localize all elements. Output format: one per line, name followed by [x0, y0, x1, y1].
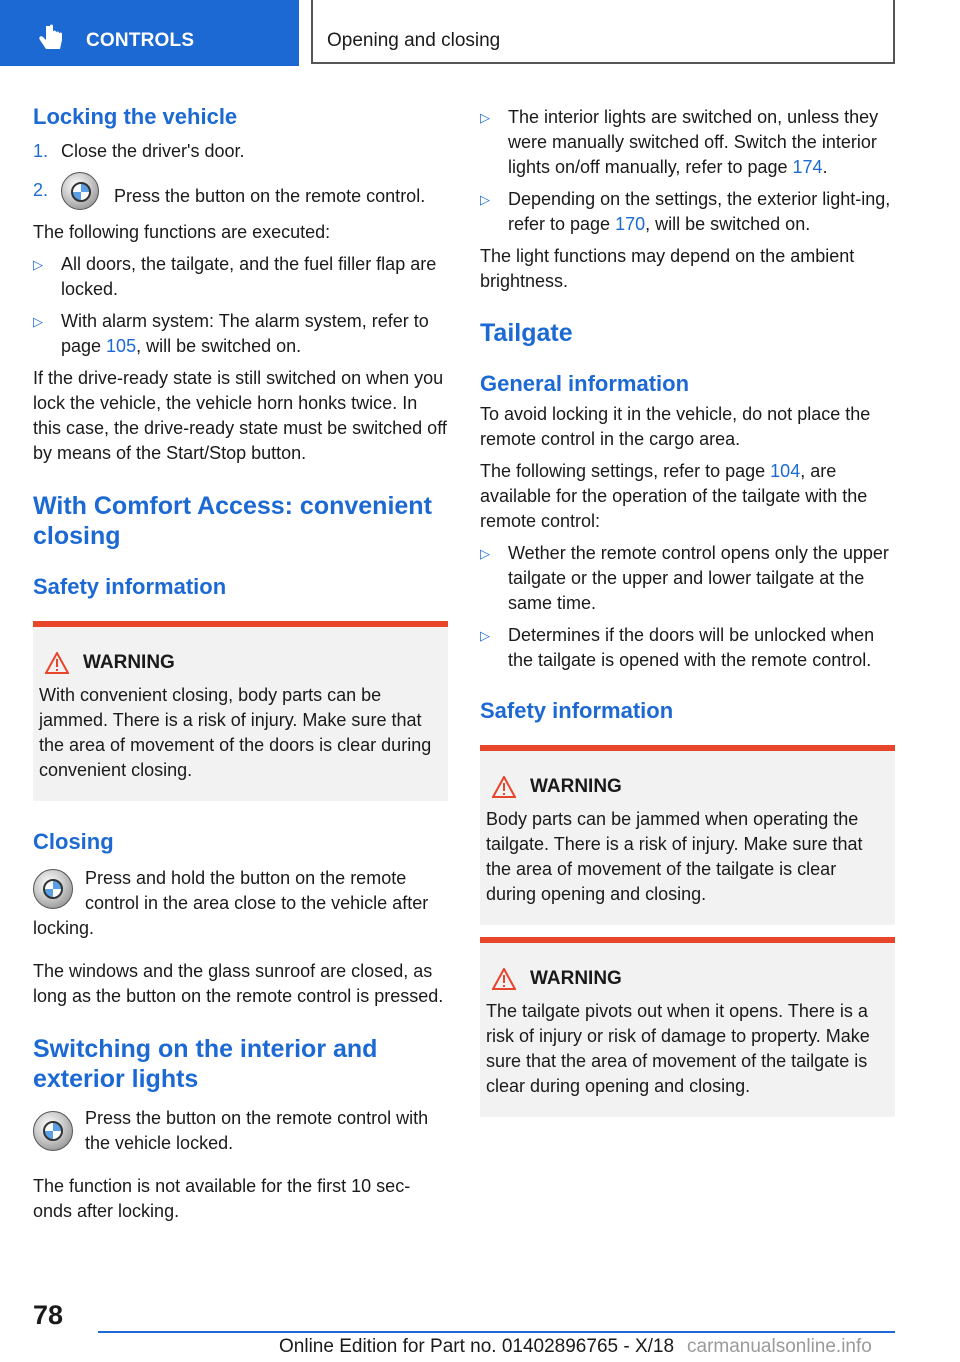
- page-header: [0, 0, 960, 66]
- watermark: carmanualsonline.info: [687, 1336, 872, 1357]
- bmw-remote-button-icon: [33, 1111, 73, 1151]
- warning-box-pivots: [480, 937, 895, 1117]
- warning-triangle-icon: [45, 652, 69, 674]
- list-item-text: Depending on the settings, the exterior light-ing, refer to page: [508, 189, 891, 234]
- functions-list: [33, 252, 449, 359]
- left-column: [33, 100, 449, 1224]
- list-item-text-end: .: [822, 157, 828, 177]
- functions-intro: The following functions are executed:: [33, 222, 331, 242]
- step-text: Close the driver's door.: [61, 141, 245, 161]
- page-link-174[interactable]: 174: [792, 157, 823, 177]
- tailgate-title: Tailgate: [480, 319, 573, 347]
- warning-text: The tailgate pivots out when it opens. There is a risk of injury or risk of damage to property. Make sure that the area of movement of the tailgate is clear during opening and closing.: [486, 1001, 870, 1096]
- ambient-note: The light functions may depend on the ambient brightness.: [480, 246, 855, 291]
- locking-title: Locking the vehicle: [33, 104, 238, 129]
- triangle-bullet-icon: ▷: [480, 192, 490, 207]
- bmw-remote-button-icon: [61, 172, 99, 210]
- closing-title: Closing: [33, 829, 114, 854]
- list-item-text-end: , will be switched on.: [645, 214, 811, 234]
- footer-divider: [98, 1331, 895, 1333]
- page-link-104[interactable]: 104: [770, 461, 801, 481]
- list-item-text: With alarm system: The alarm system, refer to page: [61, 311, 429, 356]
- settings-text-end: , are available for the operation of the tailgate with the remote control:: [480, 461, 868, 531]
- list-item-text-end: , will be switched on.: [136, 336, 302, 356]
- triangle-bullet-icon: ▷: [33, 257, 43, 272]
- warning-header: [492, 967, 887, 991]
- warning-header: [492, 775, 887, 799]
- warning-triangle-icon: [492, 968, 516, 990]
- chapter-tab-label: Opening and closing: [327, 30, 501, 51]
- list-item-text: All doors, the tailgate, and the fuel filler flap are locked.: [61, 254, 437, 299]
- warning-label: WARNING: [530, 776, 622, 797]
- hand-pointer-icon: [36, 24, 66, 54]
- settings-text: [480, 459, 896, 534]
- settings-list: [480, 541, 896, 673]
- closing-block: [33, 866, 449, 941]
- general-text: To avoid locking it in the vehicle, do not place the remote control in the cargo area.: [480, 404, 871, 449]
- chapter-tab[interactable]: [311, 0, 895, 64]
- safety-title-right: Safety information: [480, 698, 674, 723]
- bmw-remote-button-icon: [33, 869, 73, 909]
- triangle-bullet-icon: ▷: [480, 628, 490, 643]
- warning-triangle-icon: [492, 776, 516, 798]
- list-item: [33, 178, 449, 216]
- edition-text: Online Edition for Part no. 01402896765 - X/18: [279, 1336, 675, 1357]
- step-number: 2.: [33, 180, 49, 200]
- general-info-title: General information: [480, 371, 690, 396]
- function-note: The function is not available for the first 10 sec-onds after locking.: [33, 1176, 411, 1221]
- page-link-170[interactable]: 170: [615, 214, 646, 234]
- list-item: [33, 252, 449, 302]
- list-item: [480, 187, 896, 237]
- page-link-105[interactable]: 105: [106, 336, 137, 356]
- lights-list: [480, 105, 896, 237]
- warning-box-jammed: [480, 745, 895, 925]
- step-number: 1.: [33, 141, 49, 161]
- list-item-text: Wether the remote control opens only the upper tailgate or the upper and lower tailgate at the same time.: [508, 543, 889, 613]
- list-item: [480, 623, 896, 673]
- triangle-bullet-icon: ▷: [33, 314, 43, 329]
- closing-text: Press and hold the button on the remote control in the area close to the vehicle after locking.: [33, 868, 429, 938]
- list-item-text: The interior lights are switched on, unless they were manually switched off. Switch the interior lights on/off manually, refer to page: [508, 107, 879, 177]
- settings-text-start: The following settings, refer to page: [480, 461, 771, 481]
- triangle-bullet-icon: ▷: [480, 110, 490, 125]
- lights-title: Switching on the interior and exterior lights: [33, 1035, 378, 1093]
- list-item: [33, 139, 449, 164]
- windows-text: The windows and the glass sunroof are closed, as long as the button on the remote control is pressed.: [33, 961, 444, 1006]
- page-number: 78: [33, 1300, 64, 1330]
- warning-text: With convenient closing, body parts can be jammed. There is a risk of injury. Make sure that the area of movement of the doors is clear during convenient closing.: [39, 685, 432, 780]
- safety-title-left: Safety information: [33, 574, 227, 599]
- lights-block: [33, 1106, 449, 1156]
- section-tab-controls[interactable]: [0, 0, 299, 66]
- warning-box-convenient-closing: [33, 621, 448, 801]
- list-item: [33, 309, 449, 359]
- right-column: [480, 100, 896, 1117]
- list-item-text: Determines if the doors will be unlocked when the tailgate is opened with the remote control.: [508, 625, 875, 670]
- horn-note: If the drive-ready state is still switched on when you lock the vehicle, the vehicle horn honks twice. In this case, the drive-ready state must be switched off by means of the Start/Stop button.: [33, 368, 447, 463]
- warning-text: Body parts can be jammed when operating the tailgate. There is a risk of injury. Make sure that the area of movement of the tailgate is clear during opening and closing.: [486, 809, 863, 904]
- warning-label: WARNING: [83, 652, 175, 673]
- list-item: [480, 541, 896, 616]
- locking-steps: [33, 139, 449, 216]
- list-item: [480, 105, 896, 180]
- lights-text: Press the button on the remote control with the vehicle locked.: [85, 1108, 429, 1153]
- warning-header: [45, 651, 440, 675]
- triangle-bullet-icon: ▷: [480, 546, 490, 561]
- comfort-access-title: With Comfort Access: convenient closing: [33, 492, 432, 550]
- step-text: Press the button on the remote control.: [114, 185, 426, 206]
- warning-label: WARNING: [530, 968, 622, 989]
- section-tab-label: CONTROLS: [86, 30, 195, 51]
